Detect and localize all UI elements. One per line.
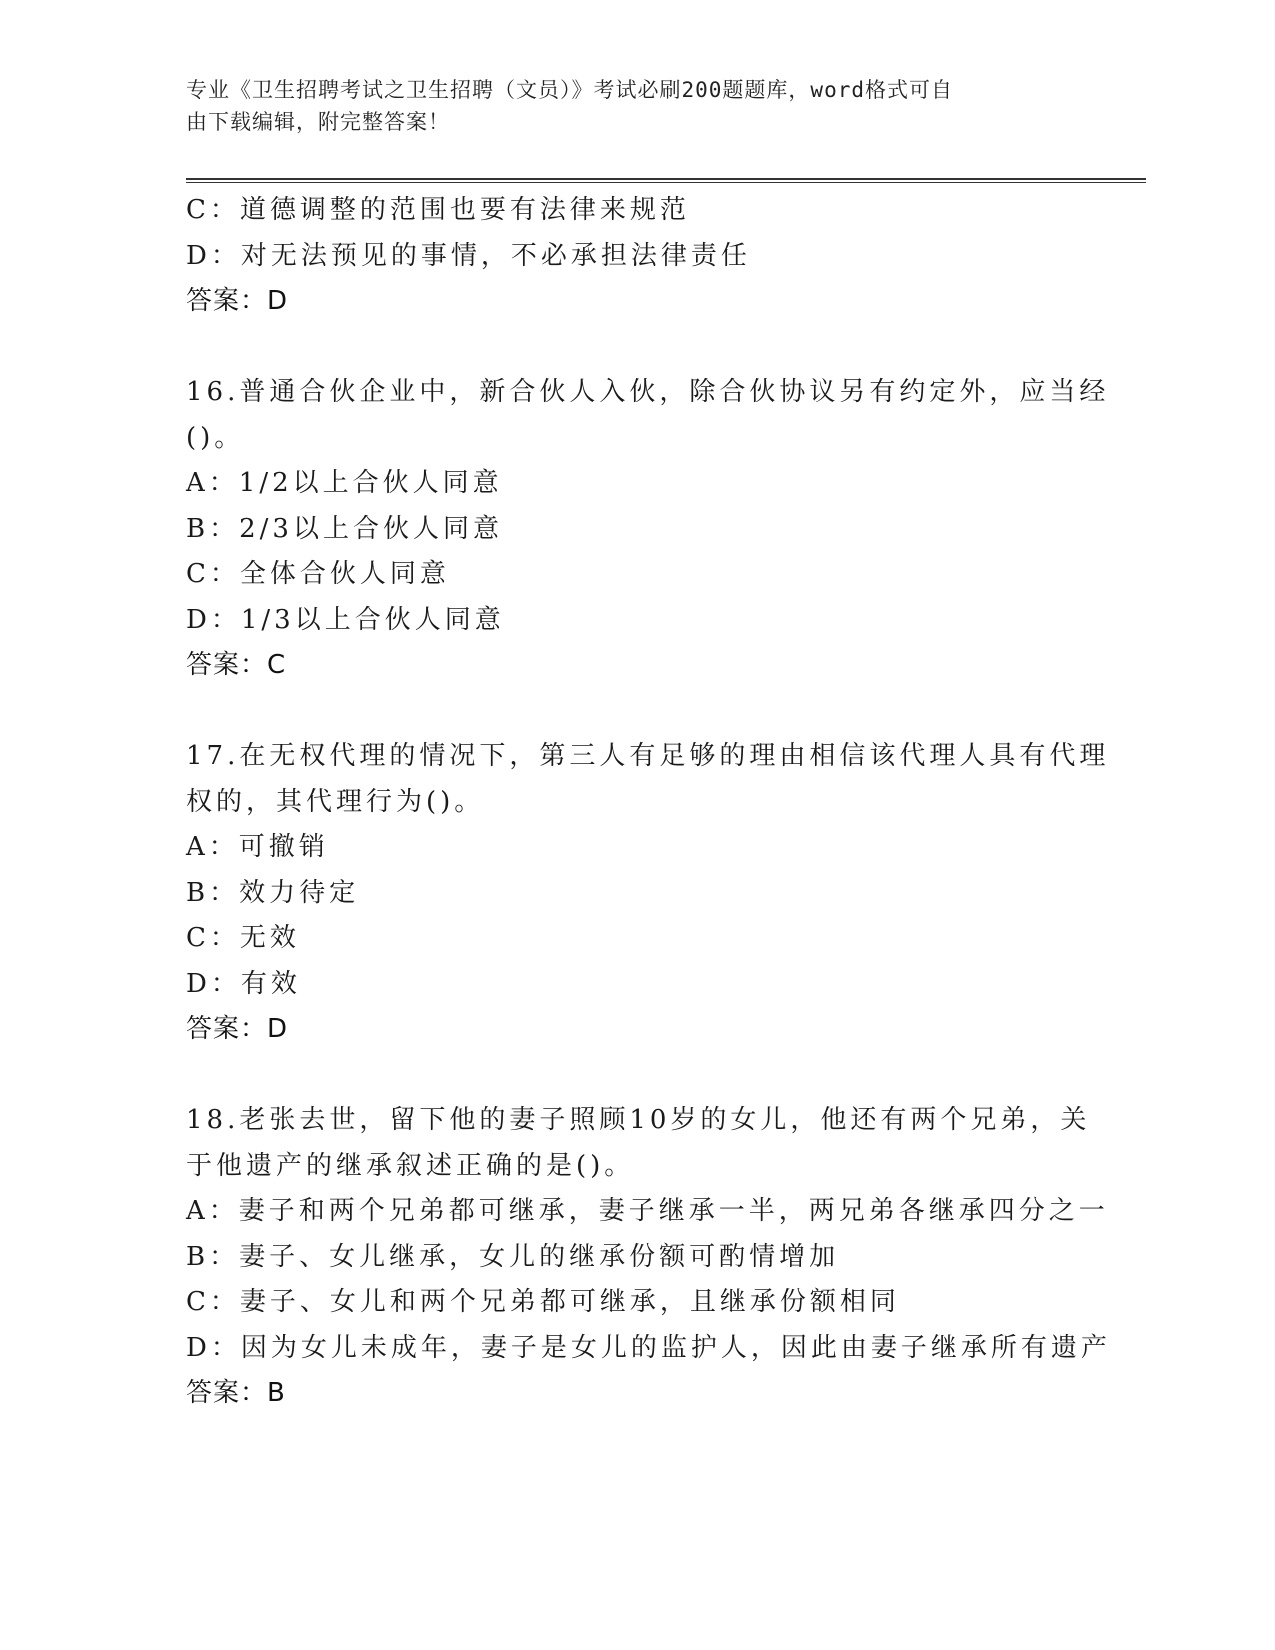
option-a: A：妻子和两个兄弟都可继承，妻子继承一半，两兄弟各继承四分之一 (186, 1196, 1109, 1226)
option-b: B：效力待定 (186, 877, 360, 908)
question-stem: 于他遗产的继承叙述正确的是()。 (186, 1150, 635, 1181)
option-c: C：妻子、女儿和两个兄弟都可继承，且继承份额相同 (186, 1287, 900, 1317)
option-b: B：妻子、女儿继承，女儿的继承份额可酌情增加 (186, 1241, 840, 1272)
option-c: C：道德调整的范围也要有法律来规范 (186, 195, 690, 225)
question-15-continuation (186, 188, 1086, 325)
header-divider-thin (186, 182, 1146, 183)
question-stem: 18.老张去世，留下他的妻子照顾10岁的女儿，他还有两个兄弟，关 (186, 1105, 1091, 1135)
option-a: A：可撤销 (186, 832, 329, 862)
answer-line: 答案：D (186, 1014, 289, 1044)
question-stem: 权的，其代理行为()。 (186, 786, 485, 817)
option-a: A：1/2以上合伙人同意 (186, 468, 503, 498)
question-18 (186, 1098, 1111, 1417)
header-line-2: 由下载编辑，附完整答案！ (186, 110, 450, 134)
document-header (186, 74, 1066, 138)
option-c: C：无效 (186, 923, 300, 953)
question-16 (186, 370, 1110, 689)
option-d: D：因为女儿未成年，妻子是女儿的监护人，因此由妻子继承所有遗产 (186, 1332, 1111, 1363)
header-divider-thick (186, 178, 1146, 180)
question-stem: 16.普通合伙企业中，新合伙人入伙，除合伙协议另有约定外，应当经 (186, 377, 1110, 407)
option-b: B：2/3以上合伙人同意 (186, 513, 503, 544)
header-line-1: 专业《卫生招聘考试之卫生招聘（文员）》考试必刷200题题库，word格式可自 (186, 78, 953, 102)
option-c: C：全体合伙人同意 (186, 559, 450, 589)
option-d: D：1/3以上合伙人同意 (186, 604, 505, 635)
answer-line: 答案：C (186, 650, 287, 680)
answer-line: 答案：B (186, 1378, 286, 1408)
answer-line: 答案：D (186, 286, 289, 316)
option-d: D：对无法预见的事情，不必承担法律责任 (186, 240, 751, 271)
question-stem: 17.在无权代理的情况下，第三人有足够的理由相信该代理人具有代理 (186, 741, 1110, 771)
question-stem: ()。 (186, 422, 245, 453)
option-d: D：有效 (186, 968, 301, 999)
question-17 (186, 734, 1110, 1053)
question-list (186, 188, 1111, 1417)
